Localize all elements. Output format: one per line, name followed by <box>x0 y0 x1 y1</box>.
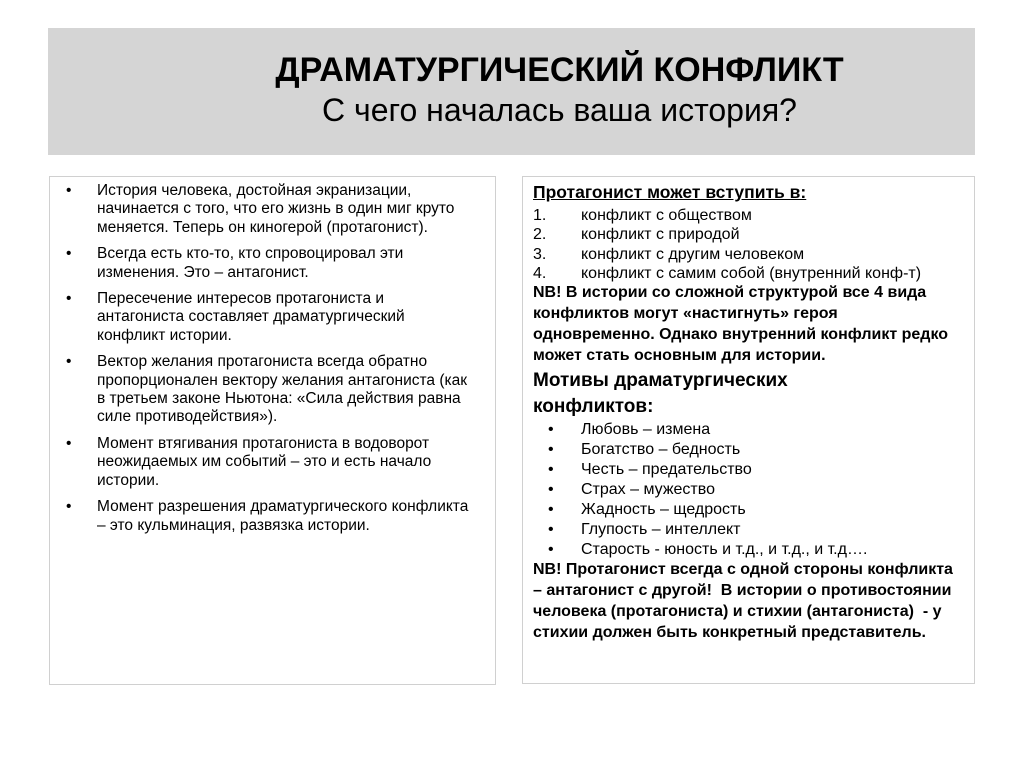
list-item-text: Жадность – щедрость <box>581 501 746 519</box>
main-bullet-list <box>50 182 475 535</box>
bullet-icon: • <box>548 521 554 539</box>
right-panel <box>522 176 975 684</box>
numbered-item <box>533 264 961 283</box>
list-item <box>533 440 961 460</box>
list-item <box>533 420 961 440</box>
list-item-text: Всегда есть кто-то, кто спровоцировал эти изменения. Это – антагонист. <box>97 245 404 281</box>
list-item-text: История человека, достойная экранизации, начинается с того, что его жизнь в один миг круто меняется. Теперь он киногерой (протагонист). <box>97 182 455 236</box>
motives-bullet-list <box>533 420 961 560</box>
list-item-text: Любовь – измена <box>581 421 711 439</box>
list-item <box>50 498 475 535</box>
title-block <box>144 50 975 130</box>
item-number: 4. <box>533 264 547 282</box>
list-item <box>50 435 475 490</box>
list-item <box>533 460 961 480</box>
list-item-text: Честь – предательство <box>581 461 752 479</box>
numbered-item <box>533 206 961 225</box>
list-item <box>50 353 475 427</box>
bullet-icon: • <box>66 290 72 308</box>
item-number: 2. <box>533 226 547 244</box>
bullet-icon: • <box>66 182 72 199</box>
motives-heading: Мотивы драматургических конфликтов: <box>533 370 788 418</box>
list-item <box>533 500 961 520</box>
list-item <box>533 540 961 560</box>
item-number: 1. <box>533 207 547 224</box>
list-item <box>50 245 475 282</box>
list-item-text: Вектор желания протагониста всегда обратно пропорционален вектору желания антагониста (как в третьем законе Ньютона: «Сила действия равна силе противодействия»). <box>97 353 468 426</box>
list-item-text: Старость - юность и т.д., и т.д., и т.д…. <box>581 541 868 559</box>
bullet-icon: • <box>548 501 554 519</box>
numbered-item-text: конфликт с природой <box>581 226 740 244</box>
page-title: ДРАМАТУРГИЧЕСКИЙ КОНФЛИКТ <box>275 51 844 89</box>
bullet-icon: • <box>548 541 554 559</box>
list-item-text: Богатство – бедность <box>581 441 741 459</box>
list-item-text: Страх – мужество <box>581 481 715 499</box>
page-subtitle: С чего началась ваша история? <box>322 92 797 128</box>
numbered-item-text: конфликт с другим человеком <box>581 245 805 263</box>
nb-note-1: NB! В истории со сложной структурой все 4 вида конфликтов могут «настигнуть» героя одновременно. Однако внутренний конфликт редко может стать основным для истории. <box>533 284 953 364</box>
bullet-icon: • <box>548 461 554 479</box>
numbered-item <box>533 225 961 244</box>
title-band <box>48 28 975 155</box>
list-item-text: Момент разрешения драматургического конфликта – это кульминация, развязка истории. <box>97 498 469 534</box>
bullet-icon: • <box>548 421 554 439</box>
bullet-icon: • <box>66 353 72 371</box>
bullet-icon: • <box>66 498 72 516</box>
item-number: 3. <box>533 245 547 263</box>
list-item-text: Глупость – интеллект <box>581 521 741 539</box>
bullet-icon: • <box>66 434 72 452</box>
bullet-icon: • <box>66 245 72 263</box>
list-item <box>50 182 475 237</box>
list-item-text: Пересечение интересов протагониста и антагониста составляет драматургический конфликт истории. <box>97 290 405 344</box>
protagonist-heading: Протагонист может вступить в: <box>533 182 807 202</box>
list-item-text: Момент втягивания протагониста в водоворот неожидаемых им событий – это и есть начало истории. <box>97 434 432 489</box>
list-item <box>533 480 961 500</box>
numbered-item <box>533 245 961 264</box>
bullet-icon: • <box>548 441 554 459</box>
numbered-item-text: конфликт с самим собой (внутренний конф-т) <box>581 264 922 282</box>
nb-note-2: NB! Протагонист всегда с одной стороны конфликта – антагонист с другой! В истории о противостоянии человека (протагониста) и стихии (антагониста) - у стихии должен быть конкретный представитель. <box>533 561 958 641</box>
conflict-numbered-list <box>533 206 961 283</box>
numbered-item-text: конфликт с обществом <box>581 207 752 224</box>
list-item <box>50 290 475 345</box>
left-panel <box>49 176 496 685</box>
bullet-icon: • <box>548 481 554 499</box>
list-item <box>533 520 961 540</box>
